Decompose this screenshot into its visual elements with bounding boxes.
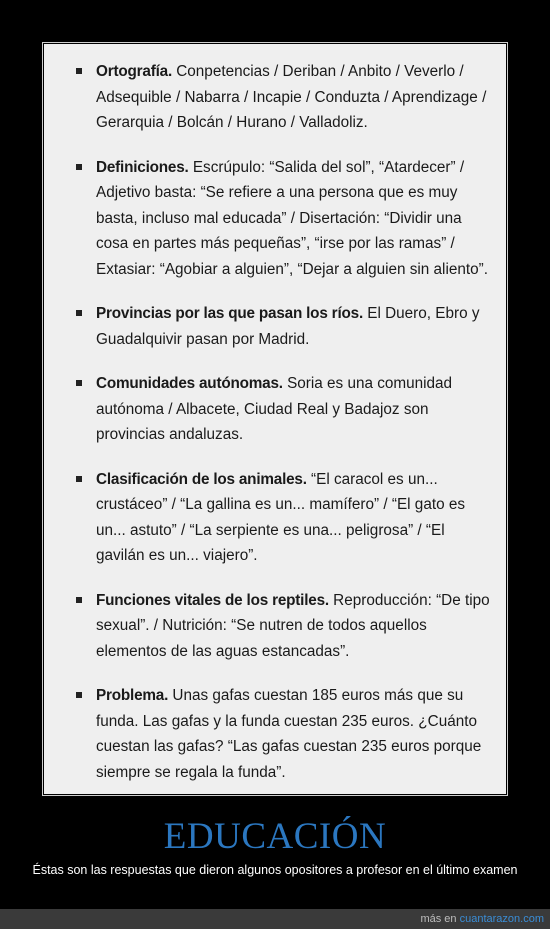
item-title: Problema. — [96, 687, 169, 704]
site-link[interactable]: cuantarazon.com — [459, 913, 544, 925]
list-item — [70, 301, 492, 352]
list-item — [70, 59, 492, 136]
item-text: El Duero, Ebro y Guadalquivir pasan por Madrid. — [96, 305, 480, 348]
item-text: Soria es una comunidad autónoma / Albacete, Ciudad Real y Badajoz son provincias andaluzas. — [96, 375, 453, 443]
item-text: Escrúpulo: “Salida del sol”, “Atardecer” / Adjetivo basta: “Se refiere a una persona que es muy basta, incluso mal educada” / Disertación: “Dividir una cosa en partes más pequeñas”, “irse por las ramas” / Extasiar: “Agobiar a alguien”, “Dejar a alguien sin aliento”. — [96, 158, 488, 278]
list-item — [70, 588, 492, 665]
item-title: Definiciones. — [96, 158, 189, 176]
square-bullet-icon — [76, 380, 82, 386]
item-title: Ortografía. — [96, 63, 172, 80]
list-item — [70, 155, 492, 283]
item-title: Comunidades autónomas. — [96, 375, 283, 392]
post-title: EDUCACIÓN — [163, 816, 387, 857]
answers-list — [70, 59, 492, 785]
square-bullet-icon — [76, 68, 82, 74]
item-title: Funciones vitales de los reptiles. — [96, 591, 329, 609]
item-text: Unas gafas cuestan 185 euros más que su funda. Las gafas y la funda cuestan 235 euros. ¿Cuánto cuestan las gafas? “Las gafas cuestan 235 euros porque siempre se regala la funda”. — [96, 687, 482, 781]
square-bullet-icon — [76, 597, 82, 603]
item-text: Reproducción: “De tipo sexual”. / Nutrición: “Se nutren de todos aquellos elementos de las aguas estancadas”. — [96, 591, 490, 660]
list-item — [70, 371, 492, 448]
square-bullet-icon — [76, 692, 82, 698]
post-caption: Éstas son las respuestas que dieron algunos opositores a profesor en el último examen — [32, 863, 518, 877]
list-item — [70, 467, 492, 569]
square-bullet-icon — [76, 310, 82, 316]
content-card — [44, 44, 506, 794]
square-bullet-icon — [76, 164, 82, 170]
square-bullet-icon — [76, 476, 82, 482]
item-title: Provincias por las que pasan los ríos. — [96, 305, 363, 322]
item-text: “El caracol es un... crustáceo” / “La gallina es un... mamífero” / “El gato es un... astuto” / “La serpiente es una... peligrosa” / “El gavilán es un... viajero”. — [96, 470, 465, 564]
list-item — [70, 683, 492, 785]
item-text: Conpetencias / Deriban / Anbito / Veverlo / Adsequible / Nabarra / Incapie / Conduzta / Aprendizage / Gerarquia / Bolcán / Hurano / Valladoliz. — [96, 63, 487, 131]
item-title: Clasificación de los animales. — [96, 470, 307, 488]
footer-prefix: más en — [420, 913, 460, 925]
meme-image-frame — [42, 42, 508, 796]
site-footer — [0, 909, 550, 929]
